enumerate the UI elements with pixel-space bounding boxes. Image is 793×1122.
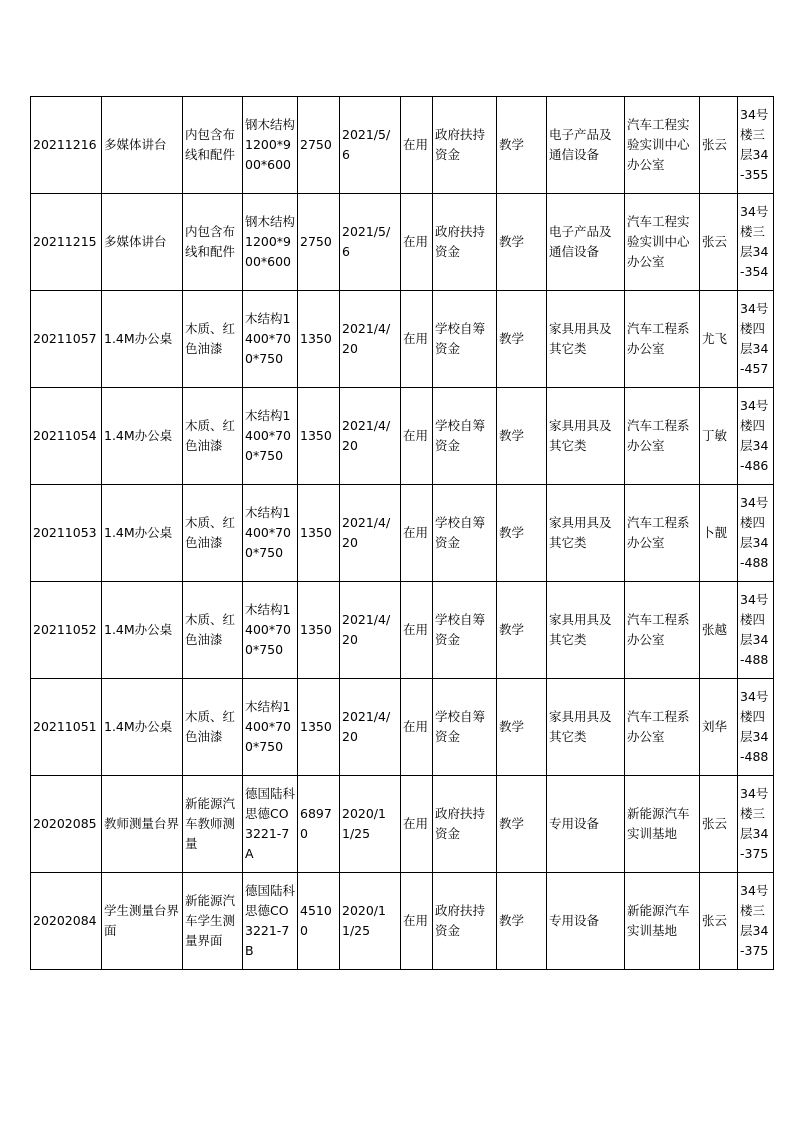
asset-spec-cell: 新能源汽车学生测量界面 [183,873,243,970]
location-cell: 34号楼四层34-488 [738,582,774,679]
purchase-date-cell: 2021/5/6 [340,194,401,291]
asset-price-cell: 2750 [298,194,340,291]
table-row [31,873,774,970]
location-cell: 34号楼三层34-375 [738,776,774,873]
asset-id-cell: 20211053 [31,485,102,582]
asset-usage-cell: 教学 [497,485,547,582]
table-row [31,679,774,776]
fund-source-cell: 政府扶持资金 [433,97,497,194]
asset-spec-cell: 木质、红色油漆 [183,485,243,582]
asset-table [30,96,774,970]
asset-status-cell: 在用 [401,776,433,873]
custodian-cell: 卜靓 [700,485,738,582]
asset-id-cell: 20211215 [31,194,102,291]
asset-spec-cell: 木质、红色油漆 [183,582,243,679]
asset-usage-cell: 教学 [497,97,547,194]
asset-model-cell: 木结构1400*700*750 [243,485,298,582]
asset-price-cell: 1350 [298,679,340,776]
custodian-cell: 张云 [700,97,738,194]
asset-id-cell: 20202084 [31,873,102,970]
asset-status-cell: 在用 [401,485,433,582]
table-row [31,291,774,388]
asset-usage-cell: 教学 [497,679,547,776]
purchase-date-cell: 2020/11/25 [340,776,401,873]
asset-name-cell: 多媒体讲台 [102,194,183,291]
asset-id-cell: 20211057 [31,291,102,388]
asset-status-cell: 在用 [401,679,433,776]
asset-category-cell: 家具用具及其它类 [547,291,625,388]
asset-category-cell: 家具用具及其它类 [547,388,625,485]
custodian-cell: 张云 [700,873,738,970]
table-row [31,97,774,194]
asset-id-cell: 20202085 [31,776,102,873]
purchase-date-cell: 2020/11/25 [340,873,401,970]
asset-name-cell: 1.4M办公桌 [102,388,183,485]
asset-spec-cell: 木质、红色油漆 [183,291,243,388]
custodian-cell: 尤飞 [700,291,738,388]
table-row [31,485,774,582]
asset-usage-cell: 教学 [497,776,547,873]
department-cell: 汽车工程实验实训中心办公室 [625,97,700,194]
location-cell: 34号楼四层34-488 [738,679,774,776]
asset-price-cell: 68970 [298,776,340,873]
asset-model-cell: 木结构1400*700*750 [243,388,298,485]
asset-price-cell: 1350 [298,388,340,485]
asset-usage-cell: 教学 [497,582,547,679]
custodian-cell: 张云 [700,194,738,291]
location-cell: 34号楼四层34-488 [738,485,774,582]
asset-category-cell: 专用设备 [547,873,625,970]
asset-model-cell: 钢木结构1200*900*600 [243,194,298,291]
fund-source-cell: 学校自筹资金 [433,388,497,485]
asset-category-cell: 电子产品及通信设备 [547,97,625,194]
asset-price-cell: 2750 [298,97,340,194]
fund-source-cell: 学校自筹资金 [433,679,497,776]
location-cell: 34号楼三层34-375 [738,873,774,970]
custodian-cell: 丁敏 [700,388,738,485]
department-cell: 汽车工程系办公室 [625,582,700,679]
department-cell: 汽车工程系办公室 [625,291,700,388]
asset-category-cell: 家具用具及其它类 [547,485,625,582]
asset-name-cell: 1.4M办公桌 [102,485,183,582]
custodian-cell: 张越 [700,582,738,679]
asset-category-cell: 专用设备 [547,776,625,873]
fund-source-cell: 学校自筹资金 [433,485,497,582]
location-cell: 34号楼四层34-486 [738,388,774,485]
asset-status-cell: 在用 [401,582,433,679]
custodian-cell: 张云 [700,776,738,873]
fund-source-cell: 学校自筹资金 [433,582,497,679]
asset-spec-cell: 木质、红色油漆 [183,388,243,485]
asset-id-cell: 20211216 [31,97,102,194]
asset-model-cell: 木结构1400*700*750 [243,582,298,679]
asset-spec-cell: 内包含布线和配件 [183,97,243,194]
asset-id-cell: 20211051 [31,679,102,776]
asset-category-cell: 电子产品及通信设备 [547,194,625,291]
asset-usage-cell: 教学 [497,194,547,291]
table-row [31,776,774,873]
asset-spec-cell: 木质、红色油漆 [183,679,243,776]
asset-usage-cell: 教学 [497,291,547,388]
department-cell: 汽车工程系办公室 [625,485,700,582]
asset-status-cell: 在用 [401,97,433,194]
asset-name-cell: 多媒体讲台 [102,97,183,194]
asset-usage-cell: 教学 [497,388,547,485]
department-cell: 新能源汽车实训基地 [625,776,700,873]
asset-price-cell: 1350 [298,485,340,582]
department-cell: 新能源汽车实训基地 [625,873,700,970]
purchase-date-cell: 2021/4/20 [340,388,401,485]
table-row [31,388,774,485]
department-cell: 汽车工程实验实训中心办公室 [625,194,700,291]
location-cell: 34号楼三层34-354 [738,194,774,291]
asset-status-cell: 在用 [401,388,433,485]
asset-id-cell: 20211052 [31,582,102,679]
asset-category-cell: 家具用具及其它类 [547,679,625,776]
department-cell: 汽车工程系办公室 [625,388,700,485]
asset-price-cell: 45100 [298,873,340,970]
asset-status-cell: 在用 [401,873,433,970]
asset-model-cell: 木结构1400*700*750 [243,291,298,388]
department-cell: 汽车工程系办公室 [625,679,700,776]
asset-model-cell: 木结构1400*700*750 [243,679,298,776]
asset-usage-cell: 教学 [497,873,547,970]
purchase-date-cell: 2021/4/20 [340,582,401,679]
purchase-date-cell: 2021/5/6 [340,97,401,194]
asset-spec-cell: 内包含布线和配件 [183,194,243,291]
asset-price-cell: 1350 [298,291,340,388]
asset-id-cell: 20211054 [31,388,102,485]
table-row [31,194,774,291]
purchase-date-cell: 2021/4/20 [340,679,401,776]
location-cell: 34号楼三层34-355 [738,97,774,194]
asset-price-cell: 1350 [298,582,340,679]
custodian-cell: 刘华 [700,679,738,776]
purchase-date-cell: 2021/4/20 [340,291,401,388]
table-row [31,582,774,679]
asset-model-cell: 钢木结构1200*900*600 [243,97,298,194]
asset-name-cell: 教师测量台界 [102,776,183,873]
asset-name-cell: 1.4M办公桌 [102,582,183,679]
asset-model-cell: 德国陆科思德CO3221-7A [243,776,298,873]
fund-source-cell: 政府扶持资金 [433,873,497,970]
fund-source-cell: 学校自筹资金 [433,291,497,388]
location-cell: 34号楼四层34-457 [738,291,774,388]
asset-spec-cell: 新能源汽车教师测量 [183,776,243,873]
asset-status-cell: 在用 [401,291,433,388]
fund-source-cell: 政府扶持资金 [433,776,497,873]
asset-status-cell: 在用 [401,194,433,291]
asset-name-cell: 1.4M办公桌 [102,291,183,388]
fund-source-cell: 政府扶持资金 [433,194,497,291]
asset-name-cell: 1.4M办公桌 [102,679,183,776]
asset-category-cell: 家具用具及其它类 [547,582,625,679]
purchase-date-cell: 2021/4/20 [340,485,401,582]
asset-name-cell: 学生测量台界面 [102,873,183,970]
asset-model-cell: 德国陆科思德CO3221-7B [243,873,298,970]
